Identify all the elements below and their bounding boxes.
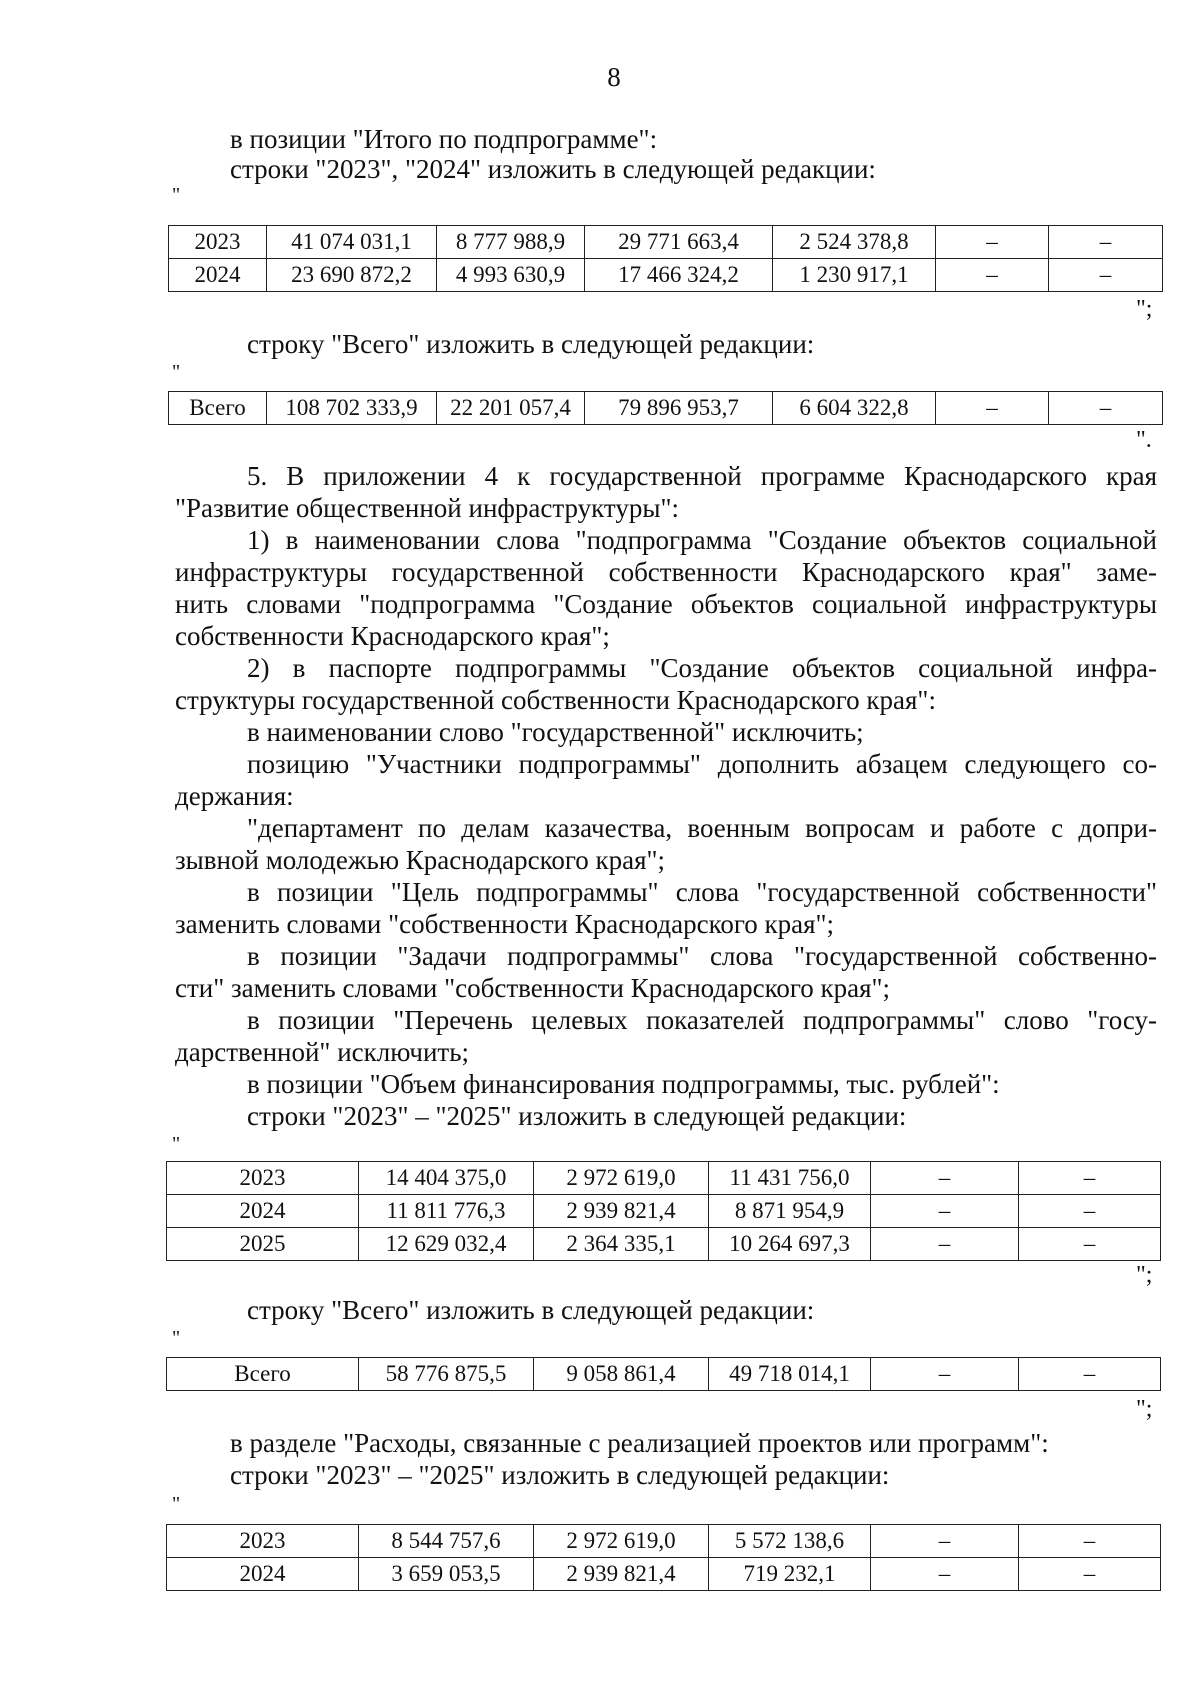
table-cell: 2 939 821,4 bbox=[534, 1195, 709, 1228]
table-cell: 5 572 138,6 bbox=[709, 1525, 871, 1558]
table-financing-total bbox=[166, 1357, 1161, 1391]
table-cell: 14 404 375,0 bbox=[359, 1162, 534, 1195]
table-cell: 2 364 335,1 bbox=[534, 1228, 709, 1261]
table-cell: 8 544 757,6 bbox=[359, 1525, 534, 1558]
table-cell: – bbox=[936, 226, 1049, 259]
table-cell: – bbox=[871, 1558, 1019, 1591]
table-cell: – bbox=[936, 259, 1049, 292]
table-cell: – bbox=[1019, 1558, 1161, 1591]
table-cell: 8 777 988,9 bbox=[437, 226, 585, 259]
table-cell: 23 690 872,2 bbox=[267, 259, 437, 292]
table-cell: 2023 bbox=[167, 1525, 359, 1558]
table-cell: – bbox=[871, 1525, 1019, 1558]
table-cell: – bbox=[871, 1228, 1019, 1261]
table-cell: 10 264 697,3 bbox=[709, 1228, 871, 1261]
table-cell: 2023 bbox=[169, 226, 267, 259]
close-quote: "; bbox=[1136, 1396, 1153, 1422]
text-line: в разделе "Расходы, связанные с реализацией проектов или программ": bbox=[230, 1428, 1049, 1458]
text-line: строку "Всего" изложить в следующей редакции: bbox=[247, 1295, 815, 1325]
table-cell: 4 993 630,9 bbox=[437, 259, 585, 292]
table-cell: 22 201 057,4 bbox=[437, 392, 585, 425]
text-line: в позиции "Объем финансирования подпрограммы, тыс. рублей": bbox=[247, 1069, 1000, 1099]
table-cell: Всего bbox=[169, 392, 267, 425]
text-line: структуры государственной собственности Краснодарского края": bbox=[175, 685, 936, 715]
table-cell: – bbox=[1049, 226, 1163, 259]
table-row bbox=[167, 1525, 1161, 1558]
table-cell: 79 896 953,7 bbox=[585, 392, 773, 425]
table-cell: 58 776 875,5 bbox=[359, 1358, 534, 1391]
text-line: в позиции "Перечень целевых показателей подпрограммы" слово "госу- bbox=[247, 1005, 1157, 1035]
table-cell: – bbox=[1019, 1228, 1161, 1261]
table-cell: 2024 bbox=[169, 259, 267, 292]
text-line: в наименовании слово "государственной" исключить; bbox=[247, 717, 864, 747]
table-cell: Всего bbox=[167, 1358, 359, 1391]
table-row bbox=[169, 226, 1163, 259]
table-cell: – bbox=[1049, 392, 1163, 425]
table-cell: – bbox=[1019, 1525, 1161, 1558]
text-line: сти" заменить словами "собственности Краснодарского края"; bbox=[175, 973, 891, 1003]
open-quote: " bbox=[172, 184, 181, 206]
table-cell: 9 058 861,4 bbox=[534, 1358, 709, 1391]
table-cell: 2025 bbox=[167, 1228, 359, 1261]
text-line: строку "Всего" изложить в следующей редакции: bbox=[247, 329, 815, 359]
close-quote: "; bbox=[1136, 296, 1153, 322]
table-cell: – bbox=[871, 1195, 1019, 1228]
table-cell: 2024 bbox=[167, 1195, 359, 1228]
table-cell: – bbox=[871, 1358, 1019, 1391]
text-line: зывной молодежью Краснодарского края"; bbox=[175, 845, 666, 875]
open-quote: " bbox=[172, 1133, 181, 1155]
table-cell: 2 524 378,8 bbox=[773, 226, 936, 259]
text-line: строки "2023" – "2025" изложить в следующей редакции: bbox=[230, 1460, 890, 1490]
table-cell: – bbox=[936, 392, 1049, 425]
open-quote: " bbox=[172, 361, 181, 383]
page-number: 8 bbox=[607, 62, 621, 92]
text-line: собственности Краснодарского края"; bbox=[175, 621, 610, 651]
table-row bbox=[169, 259, 1163, 292]
table-cell: 2 972 619,0 bbox=[534, 1525, 709, 1558]
table-project-expenses bbox=[166, 1524, 1161, 1591]
table-row bbox=[167, 1162, 1161, 1195]
table-cell: 1 230 917,1 bbox=[773, 259, 936, 292]
text-line: строки "2023", "2024" изложить в следующей редакции: bbox=[230, 154, 876, 184]
table-cell: – bbox=[1019, 1195, 1161, 1228]
text-line: 2) в паспорте подпрограммы "Создание объектов социальной инфра- bbox=[247, 653, 1157, 683]
table-row bbox=[167, 1358, 1161, 1391]
text-line: держания: bbox=[175, 781, 294, 811]
close-quote: "; bbox=[1136, 1262, 1153, 1288]
table-cell: 2023 bbox=[167, 1162, 359, 1195]
text-line: строки "2023" – "2025" изложить в следующей редакции: bbox=[247, 1101, 907, 1131]
table-cell: 41 074 031,1 bbox=[267, 226, 437, 259]
table-cell: 8 871 954,9 bbox=[709, 1195, 871, 1228]
table-cell: 17 466 324,2 bbox=[585, 259, 773, 292]
table-cell: 719 232,1 bbox=[709, 1558, 871, 1591]
table-cell: 2024 bbox=[167, 1558, 359, 1591]
text-line: в позиции "Итого по подпрограмме": bbox=[230, 124, 658, 154]
table-cell: 12 629 032,4 bbox=[359, 1228, 534, 1261]
table-row bbox=[167, 1195, 1161, 1228]
text-line: инфраструктуры государственной собственности Краснодарского края" заме- bbox=[175, 557, 1157, 587]
table-financing-by-year bbox=[166, 1161, 1161, 1261]
text-line: 5. В приложении 4 к государственной программе Краснодарского края bbox=[247, 461, 1157, 491]
table-cell: 6 604 322,8 bbox=[773, 392, 936, 425]
table-total bbox=[168, 391, 1163, 425]
table-cell: 3 659 053,5 bbox=[359, 1558, 534, 1591]
table-cell: 11 431 756,0 bbox=[709, 1162, 871, 1195]
text-line: в позиции "Задачи подпрограммы" слова "государственной собственно- bbox=[247, 941, 1157, 971]
text-line: 1) в наименовании слова "подпрограмма "Создание объектов социальной bbox=[247, 525, 1157, 555]
table-cell: – bbox=[1049, 259, 1163, 292]
table-cell: 2 939 821,4 bbox=[534, 1558, 709, 1591]
table-totals-by-year bbox=[168, 225, 1163, 292]
table-row bbox=[169, 392, 1163, 425]
text-line: нить словами "подпрограмма "Создание объектов социальной инфраструктуры bbox=[175, 589, 1157, 619]
table-cell: 2 972 619,0 bbox=[534, 1162, 709, 1195]
open-quote: " bbox=[172, 1493, 181, 1515]
table-cell: 49 718 014,1 bbox=[709, 1358, 871, 1391]
text-line: дарственной" исключить; bbox=[175, 1037, 470, 1067]
table-row bbox=[167, 1558, 1161, 1591]
text-line: "Развитие общественной инфраструктуры": bbox=[175, 493, 680, 523]
text-line: заменить словами "собственности Краснодарского края"; bbox=[175, 909, 835, 939]
close-quote: ". bbox=[1136, 427, 1152, 453]
table-cell: – bbox=[1019, 1162, 1161, 1195]
table-cell: 108 702 333,9 bbox=[267, 392, 437, 425]
open-quote: " bbox=[172, 1327, 181, 1349]
table-cell: – bbox=[1019, 1358, 1161, 1391]
text-line: позицию "Участники подпрограммы" дополнить абзацем следующего со- bbox=[247, 749, 1157, 779]
text-line: "департамент по делам казачества, военным вопросам и работе с допри- bbox=[247, 813, 1157, 843]
table-row bbox=[167, 1228, 1161, 1261]
table-cell: 11 811 776,3 bbox=[359, 1195, 534, 1228]
table-cell: 29 771 663,4 bbox=[585, 226, 773, 259]
text-line: в позиции "Цель подпрограммы" слова "государственной собственности" bbox=[247, 877, 1157, 907]
table-cell: – bbox=[871, 1162, 1019, 1195]
